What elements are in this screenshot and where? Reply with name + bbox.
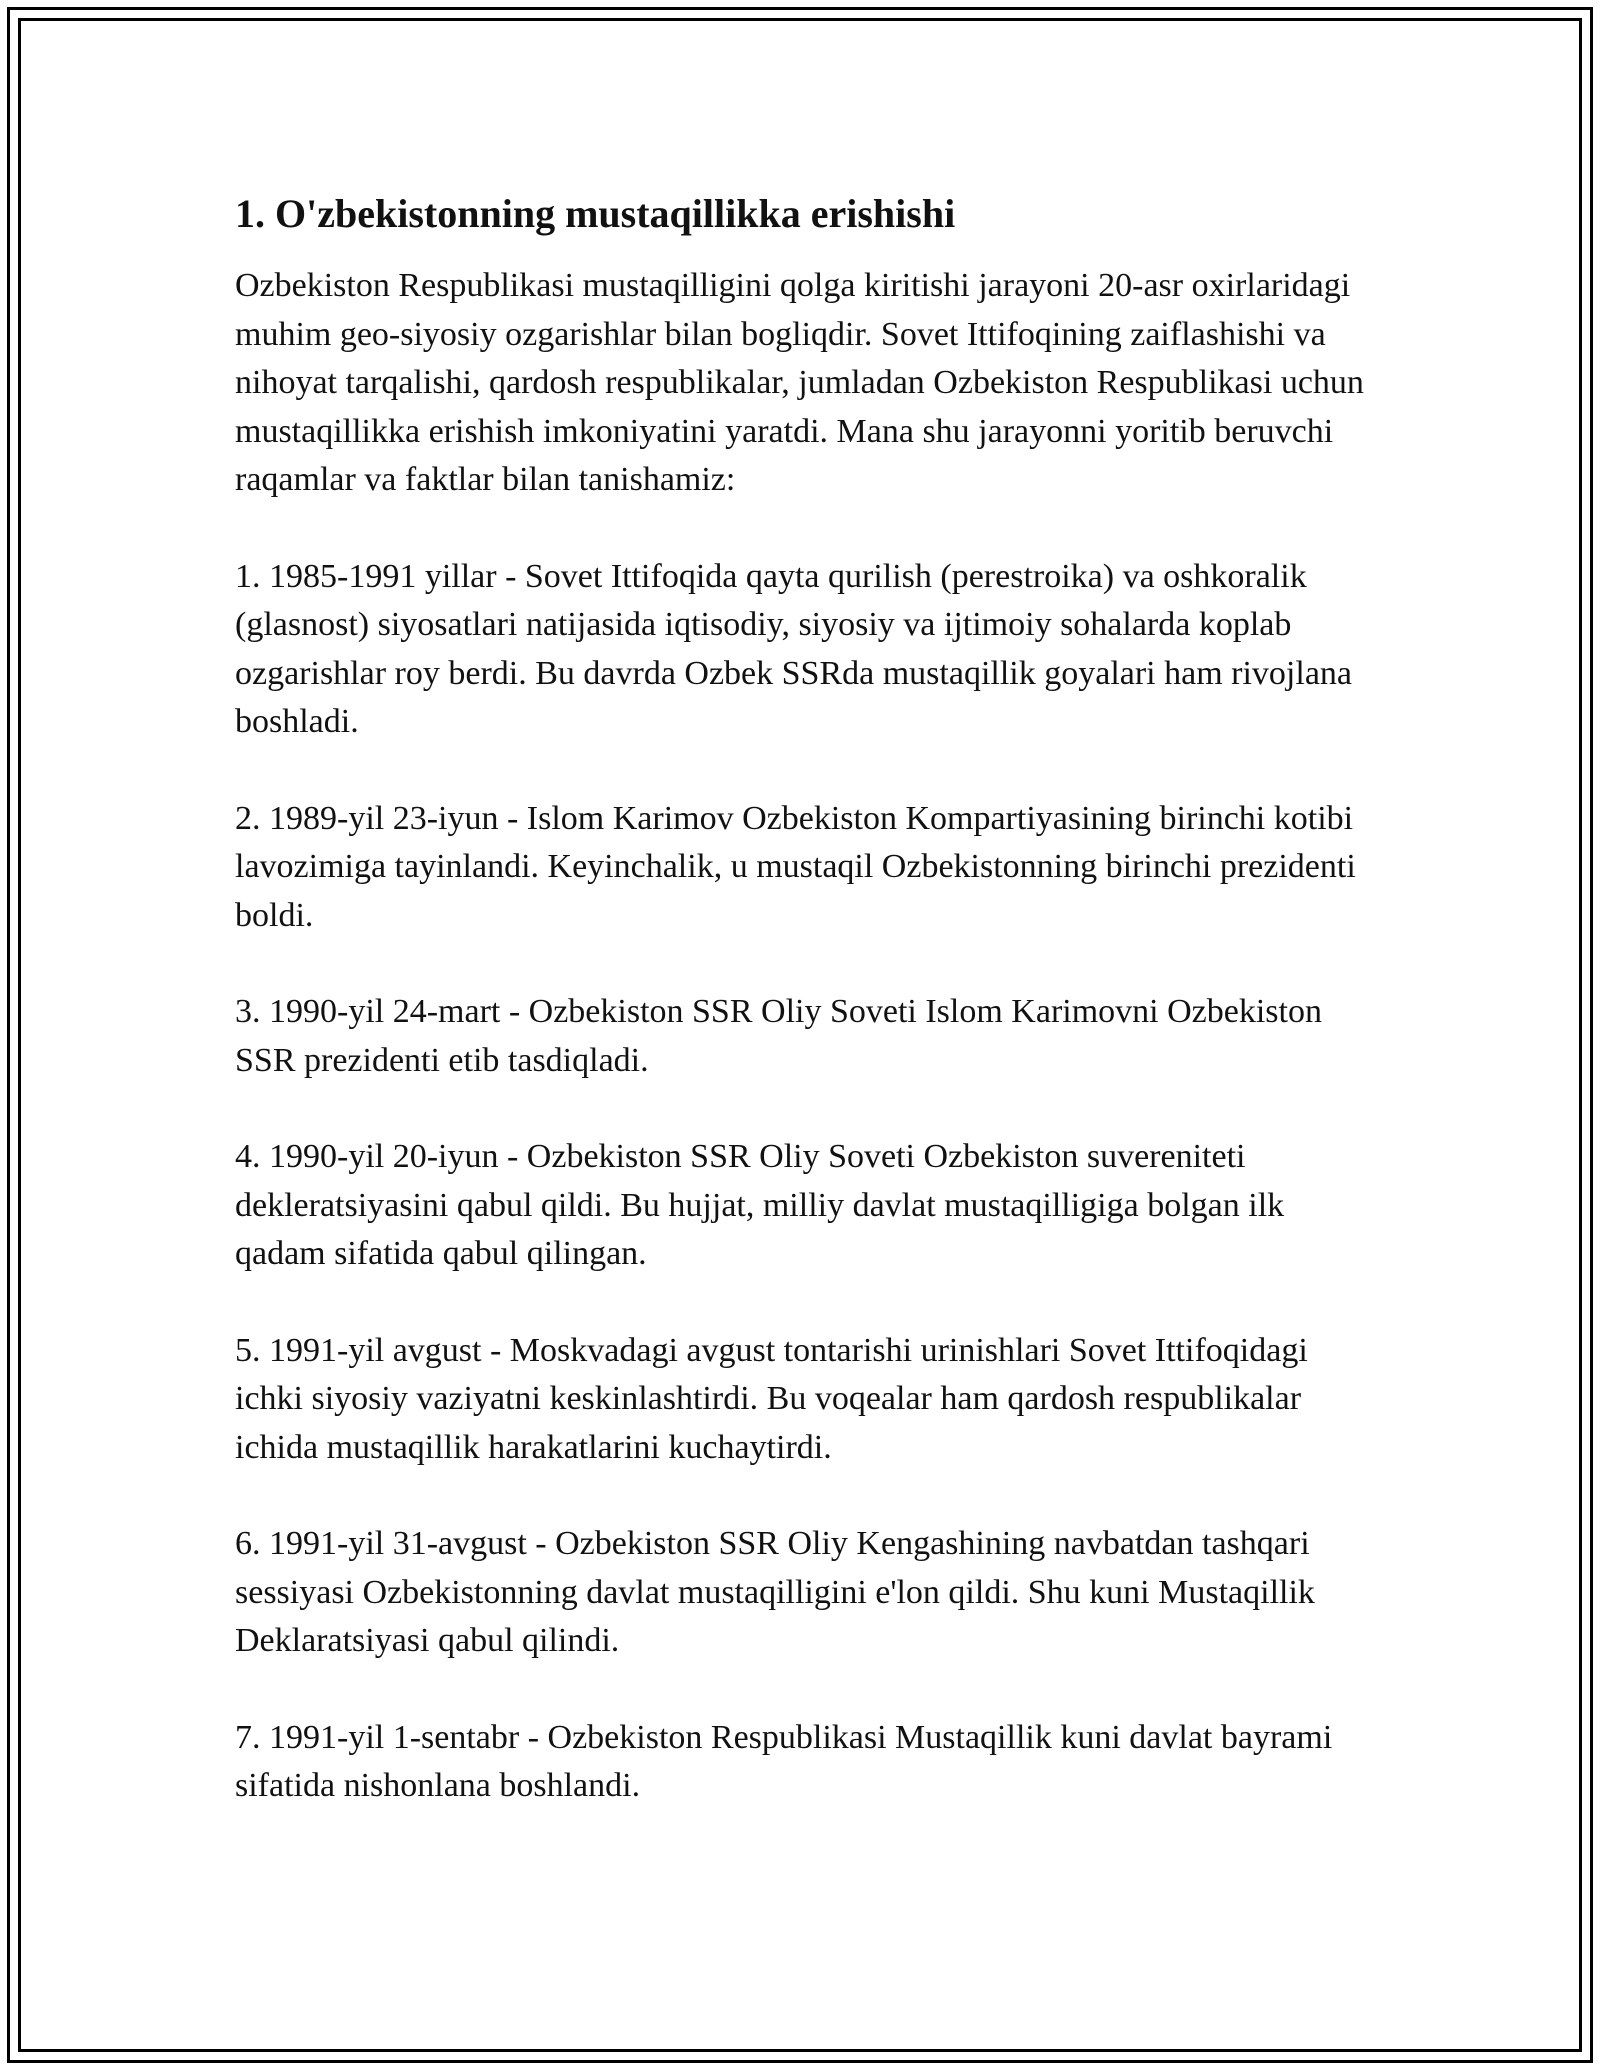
timeline-item-5: 5. 1991-yil avgust - Moskvadagi avgust tontarishi urinishlari Sovet Ittifoqidagi ichki siyosiy vaziyatni keskinlashtirdi. Bu voqealar ham qardosh respublikalar ichida mustaqillik harakatlarini kuchaytirdi. (235, 1331, 1308, 1466)
intro-paragraph: Ozbekiston Respublikasi mustaqilligini qolga kiritishi jarayoni 20-asr oxirlaridagi muhim geo-siyosiy ozgarishlar bilan bogliqdir. Sovet Ittifoqining zaiflashishi va nihoyat tarqalishi, qardosh respublikalar, jumladan Ozbekiston Respublikasi uchun mustaqillikka erishish imkoniyatini yaratdi. Mana shu jarayonni yoritib beruvchi raqamlar va faktlar bilan tanishamiz: (235, 267, 1364, 498)
timeline-item-4: 4. 1990-yil 20-iyun - Ozbekiston SSR Oliy Soveti Ozbekiston suvereniteti dekleratsiyasini qabul qildi. Bu hujjat, milliy davlat mustaqilligiga bolgan ilk qadam sifatida qabul qilingan. (235, 1138, 1285, 1272)
timeline-item-6: 6. 1991-yil 31-avgust - Ozbekiston SSR Oliy Kengashining navbatdan tashqari sessiyasi Ozbekistonning davlat mustaqilligini e'lon qildi. Shu kuni Mustaqillik Deklaratsiyasi qabul qilindi. (235, 1525, 1315, 1659)
timeline-item-1: 1. 1985-1991 yillar - Sovet Ittifoqida qayta qurilish (perestroika) va oshkoralik (glasnost) siyosatlari natijasida iqtisodiy, siyosiy va ijtimoiy sohalarda koplab ozgarishlar roy berdi. Bu davrda Ozbek SSRda mustaqillik goyalari ham rivojlana boshladi. (235, 557, 1353, 740)
timeline-item-3: 3. 1990-yil 24-mart - Ozbekiston SSR Oliy Soveti Islom Karimovni Ozbekiston SSR prezidenti etib tasdiqladi. (235, 993, 1322, 1079)
document-heading: 1. O'zbekistonning mustaqillikka erishishi (235, 191, 956, 236)
document-body (235, 188, 1375, 1859)
timeline-item-2: 2. 1989-yil 23-iyun - Islom Karimov Ozbekiston Kompartiyasining birinchi kotibi lavozimiga tayinlandi. Keyinchalik, u mustaqil Ozbekistonning birinchi prezidenti boldi. (235, 799, 1356, 934)
timeline-item-7: 7. 1991-yil 1-sentabr - Ozbekiston Respublikasi Mustaqillik kuni davlat bayrami sifatida nishonlana boshlandi. (235, 1718, 1333, 1804)
